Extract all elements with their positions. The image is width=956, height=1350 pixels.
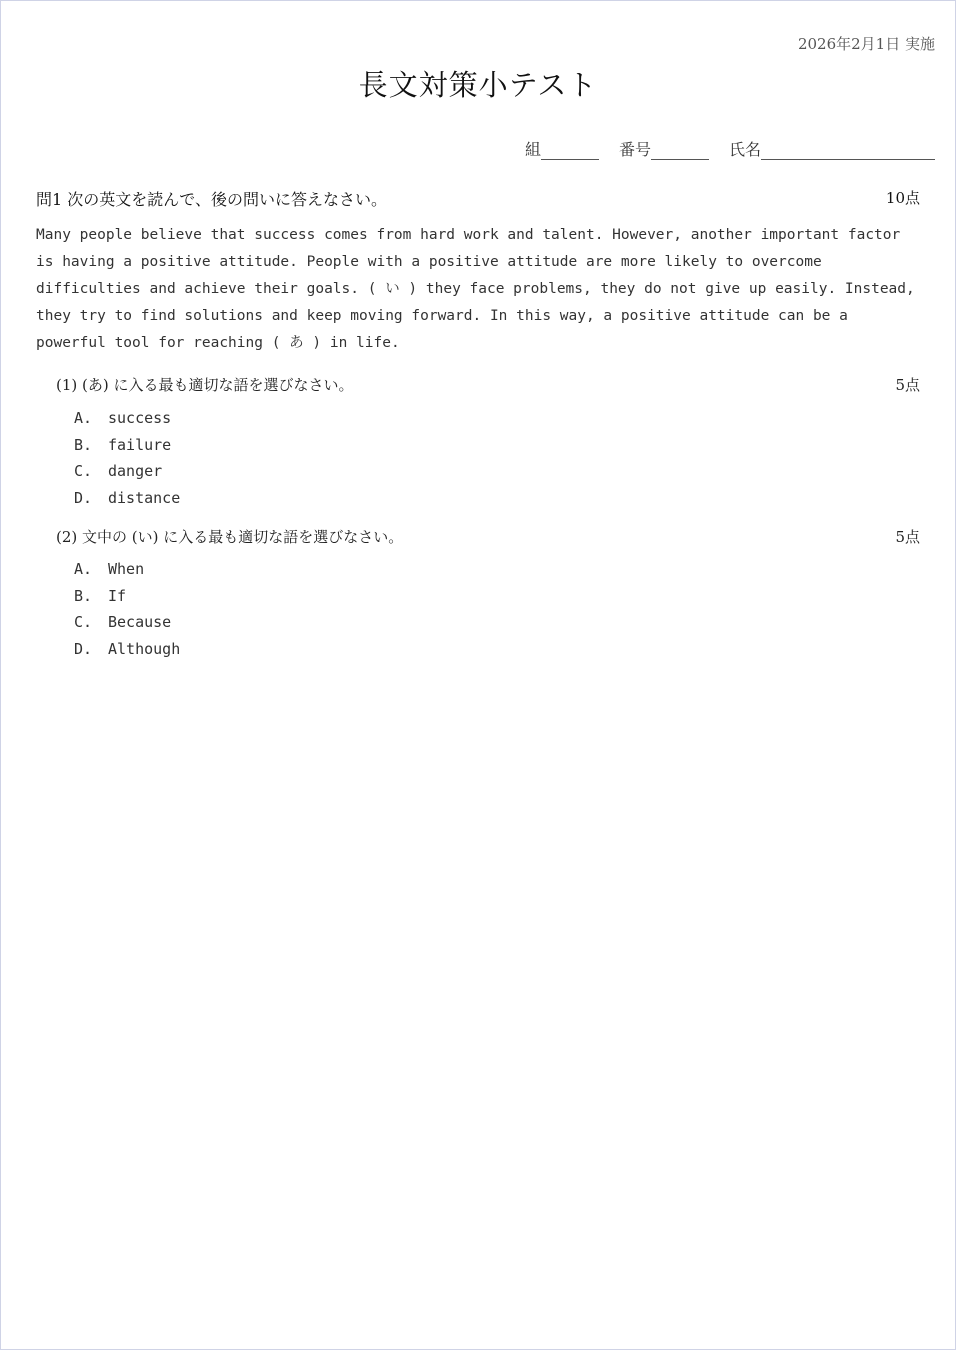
subquestion-1-choices: [74, 409, 180, 515]
page-title: 長文対策小テスト: [358, 68, 598, 102]
question-1-heading: [36, 187, 920, 210]
reading-passage: Many people believe that success comes from hard work and talent. However, another important factor is having a positive attitude. People with a positive attitude are more likely to overcome difficulties and achieve their goals. ( い ) they face problems, they do not give up easily. Instead, they try to find solutions and keep moving forward. In this way, a positive attitude can be a powerful tool for reaching ( あ ) in life.: [36, 227, 915, 351]
name-field[interactable]: [761, 135, 935, 160]
choice-item[interactable]: [74, 409, 180, 436]
subquestion-1-label: (1) (あ) に入る最も適切な語を選びなさい。: [56, 376, 354, 394]
choice-text: failure: [108, 435, 172, 454]
number-label: 番号: [618, 140, 651, 159]
choice-letter: C.: [74, 613, 93, 631]
choice-letter: B.: [74, 586, 93, 605]
choice-text: Although: [108, 639, 181, 658]
choice-item[interactable]: [74, 489, 180, 516]
class-label: 組: [524, 140, 541, 159]
question-1-points: 10点: [885, 189, 920, 207]
class-field[interactable]: [541, 135, 599, 160]
choice-text: If: [108, 586, 127, 605]
choice-text: success: [108, 409, 172, 427]
choice-text: When: [108, 560, 145, 578]
subquestion-1-heading: [56, 374, 920, 395]
exam-date: 2026年2月1日 実施: [797, 35, 935, 53]
question-1-label: 問1 次の英文を読んで、後の問いに答えなさい。: [36, 190, 387, 209]
name-label: 氏名: [728, 140, 761, 159]
subquestion-2-points: 5点: [895, 528, 920, 546]
choice-letter: B.: [74, 435, 93, 454]
choice-letter: A.: [74, 409, 93, 427]
choice-item[interactable]: [74, 640, 180, 667]
choice-letter: D.: [74, 639, 93, 658]
choice-letter: D.: [74, 488, 93, 507]
number-field[interactable]: [651, 135, 709, 160]
choice-text: Because: [108, 613, 172, 631]
choice-item[interactable]: [74, 462, 180, 489]
choice-text: distance: [108, 488, 181, 507]
choice-letter: C.: [74, 462, 93, 480]
choice-item[interactable]: [74, 436, 180, 463]
choice-item[interactable]: [74, 587, 180, 614]
choice-item[interactable]: [74, 613, 180, 640]
student-info-row: [525, 135, 935, 160]
choice-item[interactable]: [74, 560, 180, 587]
subquestion-2-heading: [56, 526, 920, 547]
subquestion-2-choices: [74, 560, 180, 666]
choice-letter: A.: [74, 560, 93, 578]
subquestion-1-points: 5点: [895, 376, 920, 394]
subquestion-2-label: (2) 文中の (い) に入る最も適切な語を選びなさい。: [56, 528, 404, 546]
choice-text: danger: [108, 462, 163, 480]
